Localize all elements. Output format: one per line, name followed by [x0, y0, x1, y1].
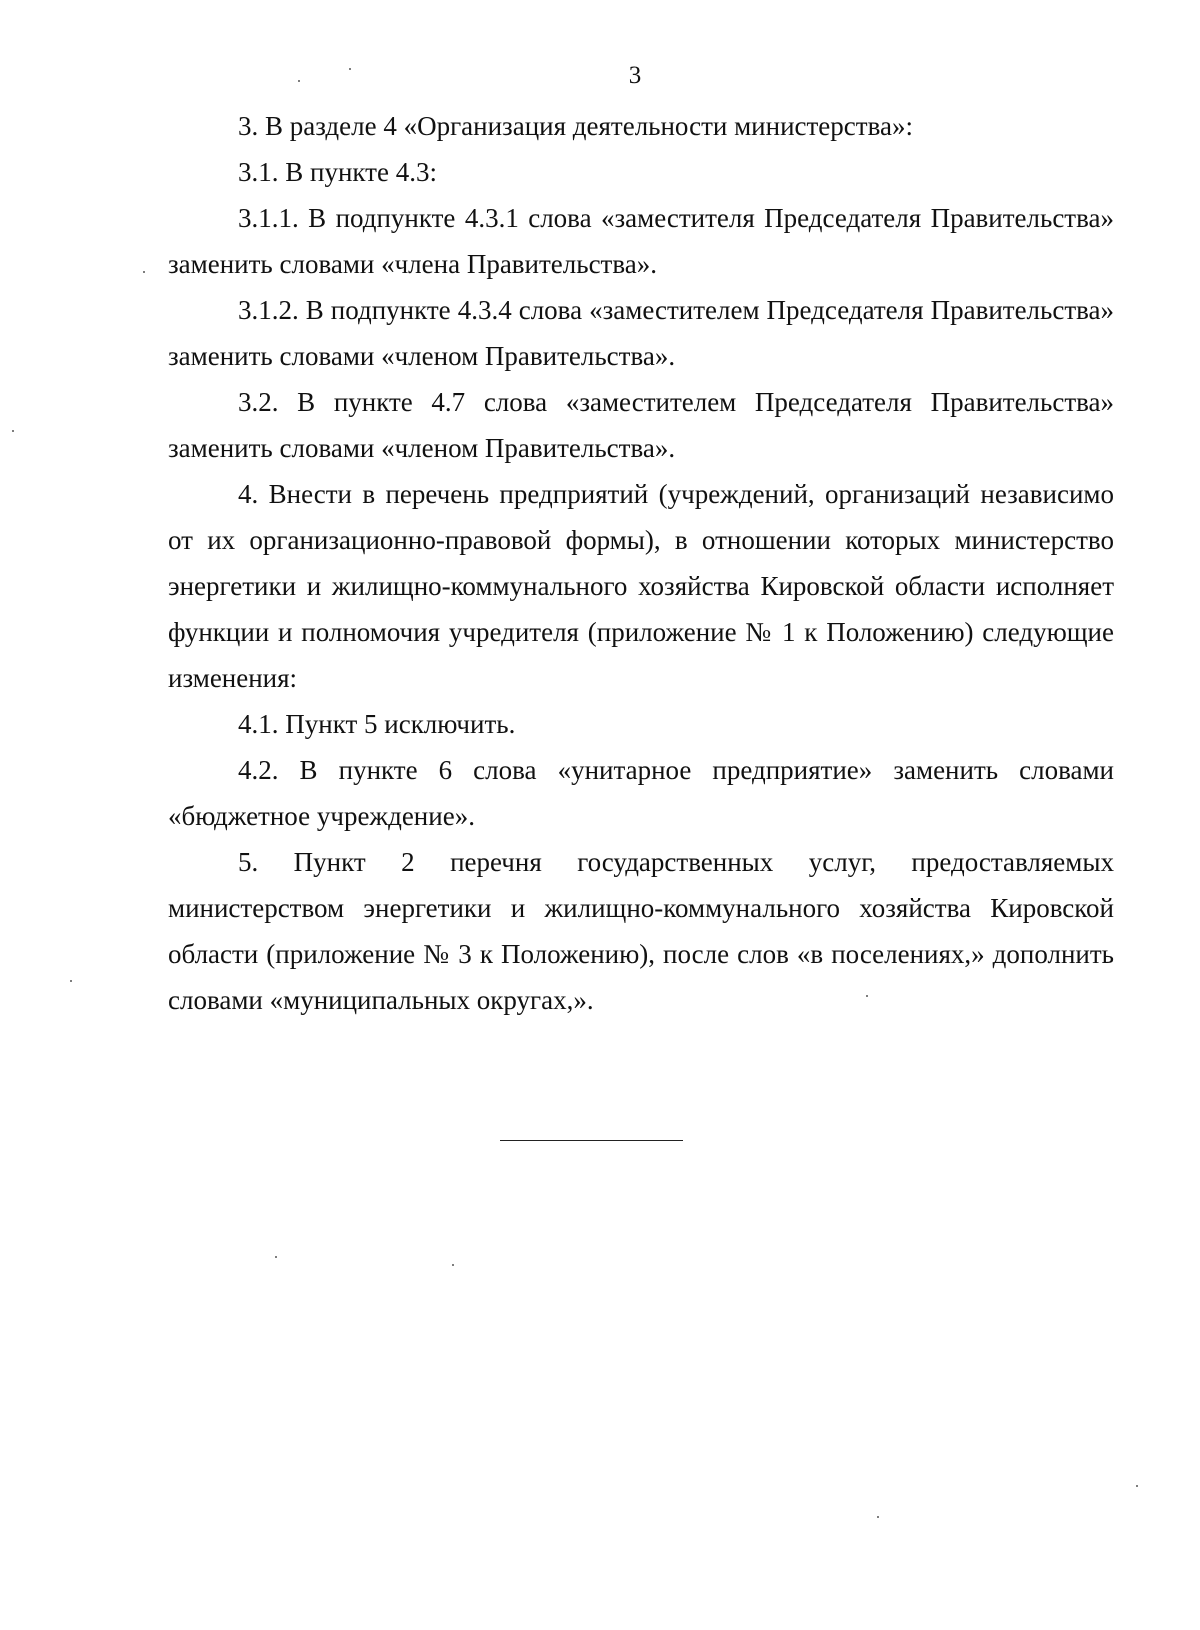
paragraph-5: 5. Пункт 2 перечня государственных услуг, предоставляемых министерством энергетики и жилищно-коммунального хозяйства Кировской области (приложение № 3 к Положению), после слов «в поселениях,» дополнить словами «муниципальных округах,». [168, 847, 1114, 1015]
paragraph-3-1-1: 3.1.1. В подпункте 4.3.1 слова «заместителя Председателя Правительства» заменить словами «члена Правительства». [168, 203, 1114, 279]
scan-speck [1136, 1485, 1138, 1487]
end-divider-line [500, 1140, 683, 1141]
scan-speck [877, 1516, 879, 1518]
scan-speck [866, 995, 868, 997]
scan-speck [275, 1256, 277, 1258]
scan-speck [143, 271, 145, 273]
paragraph-3-2: 3.2. В пункте 4.7 слова «заместителем Председателя Правительства» заменить словами «членом Правительства». [168, 387, 1114, 463]
scan-speck [349, 68, 351, 70]
scan-speck [452, 1264, 454, 1266]
scan-speck [298, 80, 300, 82]
document-body [168, 103, 1114, 1023]
paragraph-4: 4. Внести в перечень предприятий (учреждений, организаций независимо от их организационно-правовой формы), в отношении которых министерство энергетики и жилищно-коммунального хозяйства Кировской области исполняет функции и полномочия учредителя (приложение № 1 к Положению) следующие изменения: [168, 479, 1114, 693]
scan-speck [12, 430, 14, 432]
page-number: 3 [628, 62, 642, 89]
scan-speck [70, 980, 72, 982]
paragraph-4-2: 4.2. В пункте 6 слова «унитарное предприятие» заменить словами «бюджетное учреждение». [168, 755, 1114, 831]
paragraph-3-1-2: 3.1.2. В подпункте 4.3.4 слова «заместителем Председателя Правительства» заменить словами «членом Правительства». [168, 295, 1114, 371]
paragraph-3-1: 3.1. В пункте 4.3: [238, 157, 437, 187]
paragraph-3: 3. В разделе 4 «Организация деятельности министерства»: [238, 111, 913, 141]
paragraph-4-1: 4.1. Пункт 5 исключить. [238, 709, 516, 739]
